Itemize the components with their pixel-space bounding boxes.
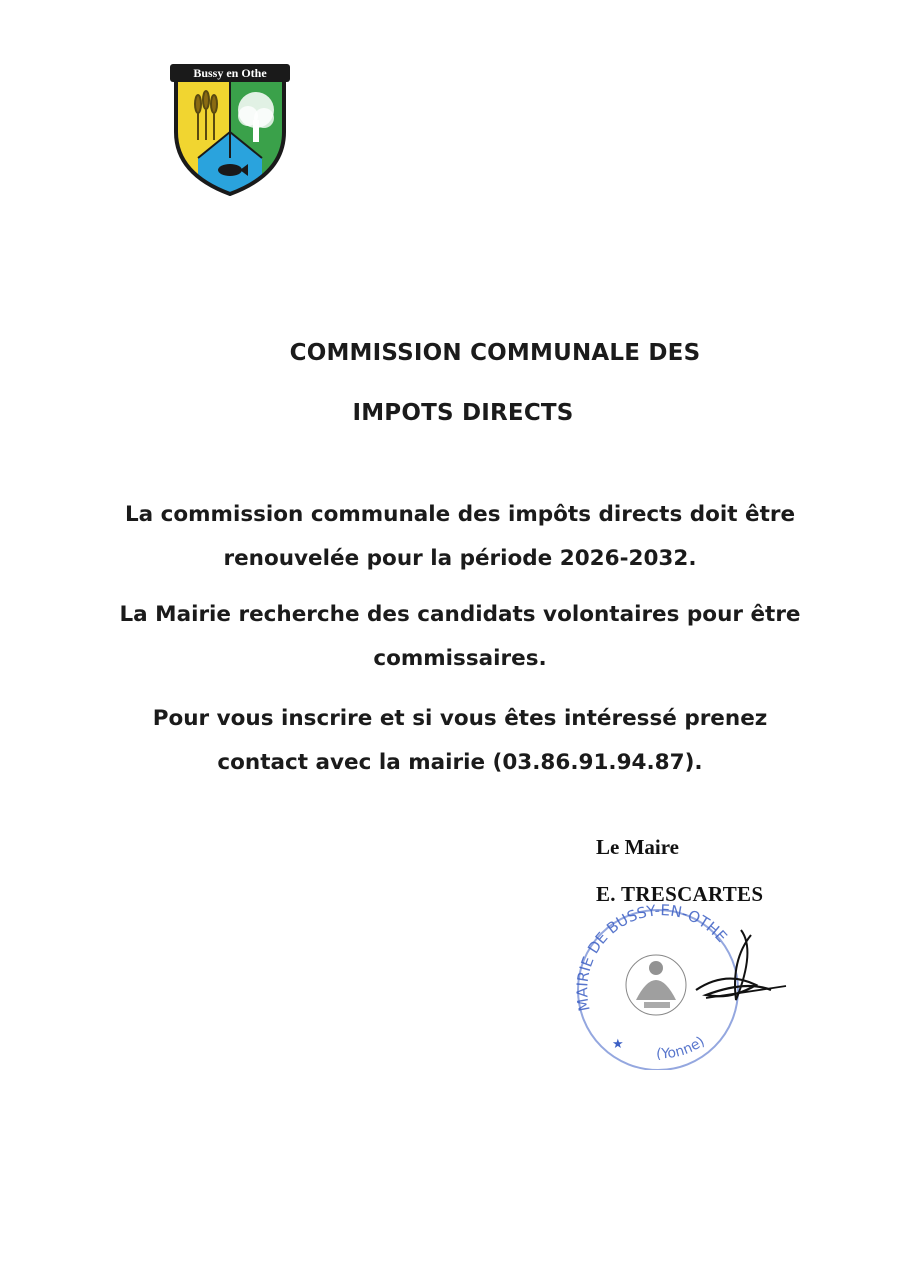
paragraph-renewal-line-2: renouvelée pour la période 2026-2032.: [223, 546, 697, 571]
signature-role: Le Maire: [596, 835, 679, 859]
document-title-line-1: COMMISSION COMMUNALE DES: [289, 340, 701, 366]
signature-name: E. TRESCARTES: [596, 882, 764, 906]
mayor-stamp-and-signature: [556, 890, 796, 1070]
paragraph-contact: [90, 697, 830, 785]
svg-text:★: ★: [612, 1037, 624, 1052]
stamp-department-text: (Yonne): [655, 1033, 708, 1063]
paragraph-contact-line-2: contact avec la mairie (03.86.91.94.87).: [217, 750, 703, 775]
paragraph-contact-line-1: Pour vous inscrire et si vous êtes intéressé prenez: [152, 706, 768, 731]
paragraph-renewal: [90, 493, 830, 581]
document-title-line-2: IMPOTS DIRECTS: [352, 400, 574, 426]
paragraph-candidates: [90, 593, 830, 681]
stamp-arc-text: MAIRIE DE BUSSY-EN-OTHE: [573, 901, 731, 1013]
commune-crest-logo: [168, 62, 292, 196]
crest-banner-text: Bussy en Othe: [193, 66, 267, 80]
paragraph-renewal-line-1: La commission communale des impôts directs doit être: [124, 502, 796, 527]
paragraph-candidates-line-2: commissaires.: [373, 646, 547, 671]
paragraph-candidates-line-1: La Mairie recherche des candidats volontaires pour être: [119, 602, 801, 627]
